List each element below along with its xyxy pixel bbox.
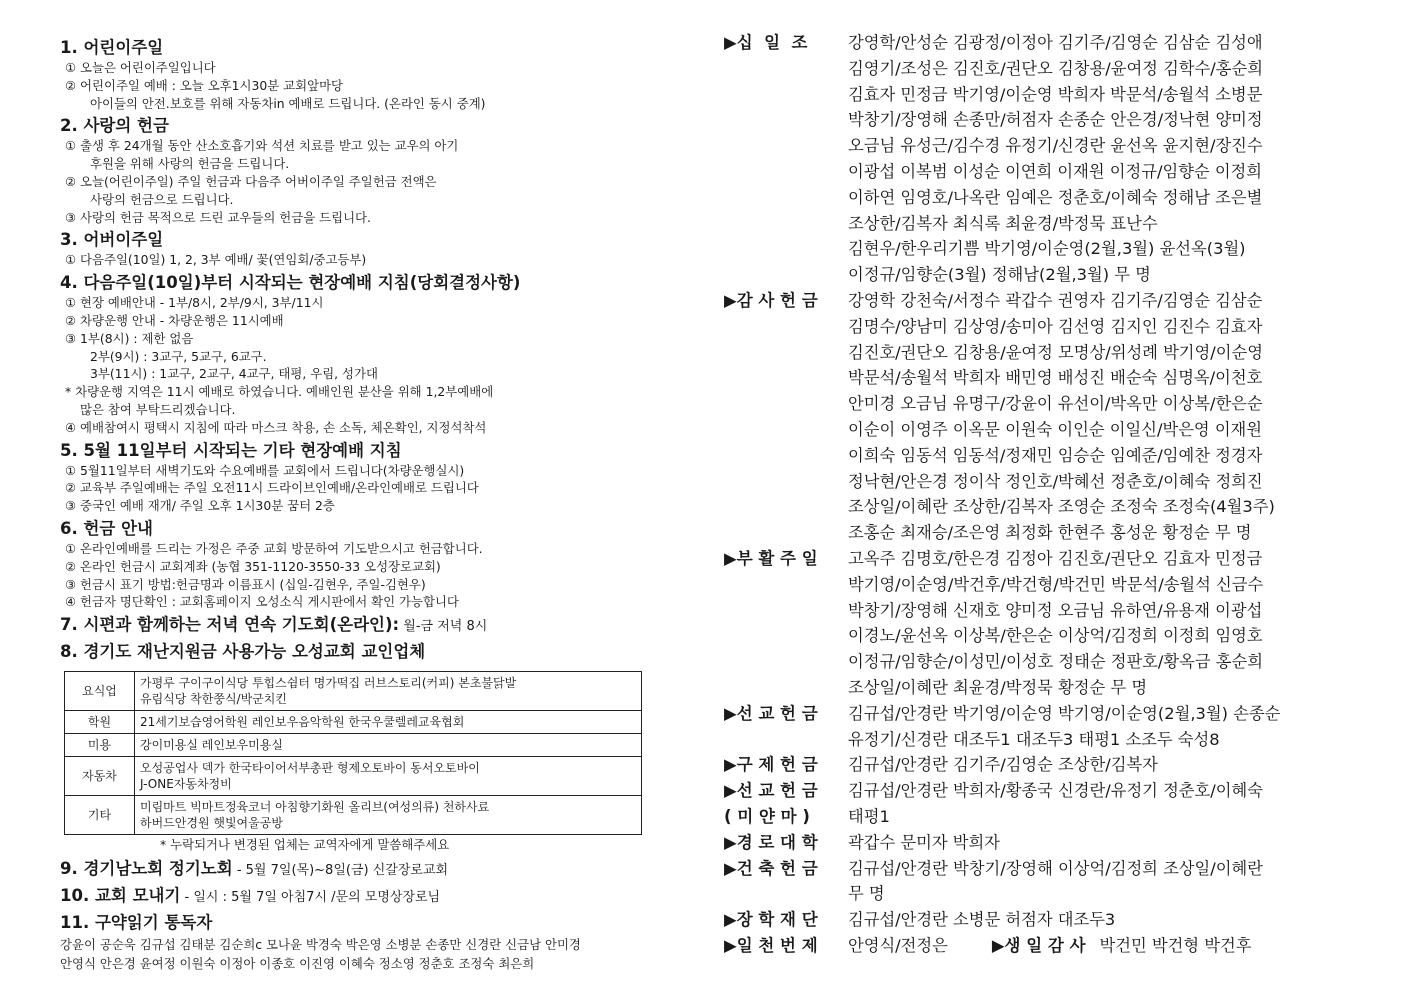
list-item: ① 온라인예배를 드리는 가정은 주중 교회 방문하여 기도받으시고 헌금합니다. xyxy=(65,540,483,556)
names-line: 조상일/이혜란 조상한/김복자 조영순 조정숙 조정숙(4월3주) xyxy=(848,497,1275,517)
list-item: 사랑의 헌금으로 드립니다. xyxy=(90,191,234,207)
table-cell-businesses xyxy=(135,796,642,835)
readers-line: 안영식 안은경 윤여정 이원숙 이정아 이종호 이진영 이혜숙 정소영 정춘호 조정숙 최은희 xyxy=(60,956,535,972)
section-ot-readers xyxy=(60,912,660,972)
names-text: 안영식/전정은 xyxy=(848,935,948,955)
group-names xyxy=(848,752,1384,778)
table-cell-businesses xyxy=(135,734,642,757)
list-item: ④ 예배참여시 평택시 지침에 따라 마스크 착용, 손 소독, 체온확인, 지정석착석 xyxy=(65,419,487,435)
names-line: 김영기/조성은 김진호/권단오 김창용/윤여정 김학수/홍순희 xyxy=(848,58,1263,78)
list-item: ③ 사랑의 헌금 목적으로 드린 교우들의 헌금을 드립니다. xyxy=(65,209,371,225)
list-item: ① 오늘은 어린이주일입니다 xyxy=(65,60,216,75)
list-item: 후원을 위해 사랑의 헌금을 드립니다. xyxy=(90,156,290,172)
group-label-birthday: ▶생 일 감 사 xyxy=(991,935,1086,955)
names-line xyxy=(848,933,1384,959)
list-item: 아이들의 안전.보호를 위해 자동차in 예배로 드립니다. (온라인 동시 중계) xyxy=(90,95,486,111)
list-item: ① 출생 후 24개월 동안 산소호흡기와 석션 치료를 받고 있는 교우의 아기 xyxy=(65,138,459,154)
list-item: ② 오늘(어린이주일) 주일 헌금과 다음주 어버이주일 주일헌금 전액은 xyxy=(65,173,437,189)
list-item: ③ 중국인 예배 재개/ 주일 오후 1시30분 꿈터 2층 xyxy=(65,498,335,514)
section-title: 7. 시편과 함께하는 저녁 연속 기도회(온라인): xyxy=(60,615,400,635)
section-title: 2. 사랑의 헌금 xyxy=(60,116,169,136)
group-names xyxy=(848,830,1384,856)
list-item: ① 다음주일(10일) 1, 2, 3부 예배/ 꽃(연임회/중고등부) xyxy=(65,252,367,268)
section-rice-planting xyxy=(60,885,660,909)
names-line: 김규섭/안경란 박희자/황종국 신경란/유정기 정춘호/이혜숙 xyxy=(848,781,1263,801)
offering-group-myanmar xyxy=(724,778,1384,830)
offering-group-thousand-offering xyxy=(724,933,1384,959)
list-item: ② 온라인 헌금시 교회계좌 (농협 351-1120-3550-33 오성장로교회) xyxy=(65,558,441,574)
names-line: 김진호/권단오 김창용/윤여정 모명상/위성례 박기영/이순영 xyxy=(848,342,1263,362)
names-line: 정낙현/안은경 정이삭 정인호/박혜선 정춘호/이혜숙 정희진 xyxy=(848,471,1263,491)
names-line: 김규섭/안경란 김기주/김영순 조상한/김복자 xyxy=(848,755,1158,775)
table-cell-businesses xyxy=(135,757,642,796)
names-line: 김현우/한우리기쁨 박기영/이순영(2월,3월) 윤선옥(3월) xyxy=(848,239,1246,259)
group-label: ▶선 교 헌 금 xyxy=(724,703,818,723)
names-line: 오금님 유성근/김수경 유정기/신경란 윤선옥 윤지현/장진수 xyxy=(848,136,1263,156)
names-line: 이하연 임영호/나옥란 임예은 정춘호/이혜숙 정해남 조은별 xyxy=(848,187,1263,207)
offering-group-mission xyxy=(724,701,1384,753)
table-row xyxy=(65,711,642,734)
cell-line: 미림마트 빅마트정육코너 아침향기화원 올리브(여성의류) 천하사료 xyxy=(140,800,490,815)
section-detail: 월-금 저녁 8시 xyxy=(399,619,488,635)
group-label: ▶경 로 대 학 xyxy=(724,832,818,852)
group-label: ▶일 천 번 제 xyxy=(724,935,818,955)
names-line: 박창기/장영해 손종만/허점자 손종순 안은경/정낙현 양미정 xyxy=(848,110,1263,130)
group-label: ▶구 제 헌 금 xyxy=(724,755,818,775)
group-label: ▶선 교 헌 금 ( 미 얀 마 ) xyxy=(724,781,818,826)
section-title: 8. 경기도 재난지원금 사용가능 오성교회 교인업체 xyxy=(60,642,426,662)
section-title: 1. 어린이주일 xyxy=(60,38,164,57)
names-line: 무 명 xyxy=(848,884,885,904)
list-item: ① 5월11일부터 새벽기도와 수요예배를 교회에서 드립니다(차량운행실시) xyxy=(65,462,465,478)
offering-group-relief xyxy=(724,752,1384,778)
table-cell-businesses xyxy=(135,672,642,711)
list-item: ③ 헌금시 표기 방법:헌금명과 이름표시 (십일-김현우, 주일-김현우) xyxy=(65,576,426,592)
table-cell-category: 학원 xyxy=(65,711,135,734)
offering-group-building xyxy=(724,856,1384,908)
table-cell-category: 미용 xyxy=(65,734,135,757)
section-title: 4. 다음주일(10일)부터 시작되는 현장예배 지침(당회결정사항) xyxy=(60,273,521,293)
names-line: 김규섭/안경란 박창기/장영해 이상억/김정희 조상일/이혜란 xyxy=(848,858,1263,878)
group-label: ▶건 축 헌 금 xyxy=(724,858,818,878)
cell-line: 강이미용실 레인보우미용실 xyxy=(140,738,283,753)
names-line: 김효자 민정금 박기영/이순영 박희자 박문석/송월석 소병문 xyxy=(848,84,1263,104)
offering-group-seniors xyxy=(724,830,1384,856)
list-item: 3부(11시) : 1교구, 2교구, 4교구, 태평, 우림, 성가대 xyxy=(90,366,378,382)
names-line: 김규섭/안경란 소병문 허점자 대조두3 xyxy=(848,910,1116,930)
section-presbytery-meeting xyxy=(60,858,660,882)
names-line: 태평1 xyxy=(848,806,890,826)
offering-group-easter xyxy=(724,546,1384,701)
names-line: 이경노/윤선옥 이상복/한은순 이상억/김정희 이정희 임영호 xyxy=(848,626,1263,646)
names-line: 박창기/장영해 신재호 양미정 오금님 유하연/유용재 이광섭 xyxy=(848,600,1263,620)
group-names xyxy=(848,856,1384,908)
list-item: ② 차량운행 안내 - 차량운행은 11시예배 xyxy=(65,312,284,328)
names-line: 강영학 강천숙/서정수 곽갑수 권영자 김기주/김영순 김삼순 xyxy=(848,290,1263,310)
names-text-birthday: 박건민 박건형 박건후 xyxy=(1099,935,1252,955)
list-item: ④ 헌금자 명단확인 : 교회홈페이지 오성소식 게시판에서 확인 가능합니다 xyxy=(65,594,459,610)
group-names xyxy=(848,778,1384,830)
names-line: 조상한/김복자 최식록 최윤경/박정묵 표난수 xyxy=(848,213,1158,233)
section-detail: - 일시 : 5월 7일 아침7시 /문의 모명상장로님 xyxy=(180,890,441,906)
names-line: 조상일/이혜란 최윤경/박정묵 황정순 무 명 xyxy=(848,677,1148,697)
offering-group-scholarship xyxy=(724,907,1384,933)
table-cell-category: 자동차 xyxy=(65,757,135,796)
section-title: 5. 5월 11일부터 시작되는 기타 현장예배 지침 xyxy=(60,440,402,460)
cell-line: J-ONE자동차정비 xyxy=(140,777,232,792)
list-item: 많은 참여 부탁드리겠습니다. xyxy=(80,401,236,417)
group-names xyxy=(848,288,1384,546)
names-line: 이광섭 이복범 이성순 이연희 이재원 이정규/임향순 이정희 xyxy=(848,161,1263,181)
list-item: ③ 1부(8시) : 제한 없음 xyxy=(65,330,194,346)
business-table xyxy=(64,671,642,835)
names-line: 이정규/임향순/이성민/이성호 정태순 정판호/황옥금 홍순희 xyxy=(848,652,1263,672)
table-row xyxy=(65,796,642,835)
section-onsite-worship-guide xyxy=(60,272,660,436)
names-line: 박기영/이순영/박건후/박건형/박건민 박문석/송월석 신금수 xyxy=(848,574,1264,594)
names-line: 강영학/안성순 김광정/이정아 김기주/김영순 김삼순 김성애 xyxy=(848,33,1263,52)
table-row xyxy=(65,757,642,796)
group-names xyxy=(848,30,1384,288)
table-note: * 누락되거나 변경된 업체는 교역자에게 말씀해주세요 xyxy=(160,837,450,853)
group-names xyxy=(848,933,1384,959)
names-line: 곽갑수 문미자 박희자 xyxy=(848,832,1000,852)
group-label: ▶장 학 재 단 xyxy=(724,910,818,930)
list-item: * 차량운행 지역은 11시 예배로 하였습니다. 예배인원 분산을 위해 1,2부예배에 xyxy=(65,384,494,400)
group-names xyxy=(848,701,1384,753)
section-detail: - 5월 7일(목)~8일(금) 신갈장로교회 xyxy=(232,863,449,879)
section-title: 10. 교회 모내기 xyxy=(60,886,181,906)
section-evening-prayer xyxy=(60,614,660,638)
cell-line: 가평루 구이구이식당 투힙스쉼터 명가떡집 러브스토리(커피) 본초불닭발 xyxy=(140,676,517,691)
offering-group-tithe xyxy=(724,30,1384,288)
section-title: 9. 경기남노회 정기노회 xyxy=(60,859,233,879)
table-cell-category: 기타 xyxy=(65,796,135,835)
list-item: ① 현장 예배안내 - 1부/8시, 2부/9시, 3부/11시 xyxy=(65,295,324,311)
names-line: 조홍순 최재승/조은영 최정화 한현주 홍성운 황정순 무 명 xyxy=(848,523,1252,543)
section-offering-guide xyxy=(60,518,660,611)
names-line: 유정기/신경란 대조두1 대조두3 태평1 소조두 숙성8 xyxy=(848,729,1220,749)
names-line: 안미경 오금님 유명구/강윤이 유선이/박옥만 이상복/한은순 xyxy=(848,394,1263,414)
section-title: 11. 구약읽기 통독자 xyxy=(60,913,213,933)
section-other-worship-guide xyxy=(60,440,660,515)
names-line: 김명수/양남미 김상영/송미아 김선영 김지인 김진수 김효자 xyxy=(848,316,1263,336)
names-line: 박문석/송월석 박희자 배민영 배성진 배순숙 심명옥/이천호 xyxy=(848,368,1263,388)
group-label: ▶부 활 주 일 xyxy=(724,548,818,568)
table-cell-businesses xyxy=(135,711,642,734)
section-title: 6. 헌금 안내 xyxy=(60,518,153,538)
group-names xyxy=(848,907,1384,933)
left-column xyxy=(60,34,660,972)
offering-group-thanks xyxy=(724,288,1384,546)
section-title: 3. 어버이주일 xyxy=(60,230,164,250)
names-line: 이희숙 임동석 임동석/정재민 임승순 임예준/임예찬 정경자 xyxy=(848,445,1263,465)
names-line: 이정규/임향순(3월) 정해남(2월,3월) 무 명 xyxy=(848,265,1151,285)
group-label: ▶감 사 헌 금 xyxy=(724,290,818,310)
table-row xyxy=(65,734,642,757)
list-item: ② 어린이주일 예배 : 오늘 오후1시30분 교회앞마당 xyxy=(65,77,344,93)
names-line: 고옥주 김명호/한은경 김정아 김진호/권단오 김효자 민정금 xyxy=(848,548,1263,568)
names-line: 김규섭/안경란 박기영/이순영 박기영/이순영(2월,3월) 손종순 xyxy=(848,703,1281,723)
table-row xyxy=(65,672,642,711)
cell-line: 21세기보습영어학원 레인보우음악학원 한국우쿨렐레교육협회 xyxy=(140,715,465,730)
cell-line: 유림식당 착한쭝식/박군치킨 xyxy=(140,692,287,707)
section-love-offering xyxy=(60,115,660,226)
section-parents-sunday xyxy=(60,229,660,269)
section-childrens-sunday xyxy=(60,37,660,112)
readers-line: 강윤이 공순욱 김규섭 김태분 김순희c 모나윤 박경숙 박은영 소병분 손종만 신경란 신금남 안미경 xyxy=(60,937,581,953)
right-column xyxy=(724,30,1384,959)
table-cell-category: 요식업 xyxy=(65,672,135,711)
list-item: 2부(9시) : 3교구, 5교구, 6교구. xyxy=(90,348,267,364)
cell-line: 오성공업사 덱가 한국타이어서부총판 형제오토바이 동서오토바이 xyxy=(140,761,480,776)
section-business-list xyxy=(60,641,660,855)
names-line: 이순이 이영주 이옥문 이원숙 이인순 이일신/박은영 이재원 xyxy=(848,419,1263,439)
list-item: ② 교육부 주일예배는 주일 오전11시 드라이브인예배/온라인예배로 드립니다 xyxy=(65,480,479,496)
group-label: ▶십 일 조 xyxy=(724,33,808,52)
group-names xyxy=(848,546,1384,701)
cell-line: 하버드안경원 햇빛여울공방 xyxy=(140,816,283,831)
